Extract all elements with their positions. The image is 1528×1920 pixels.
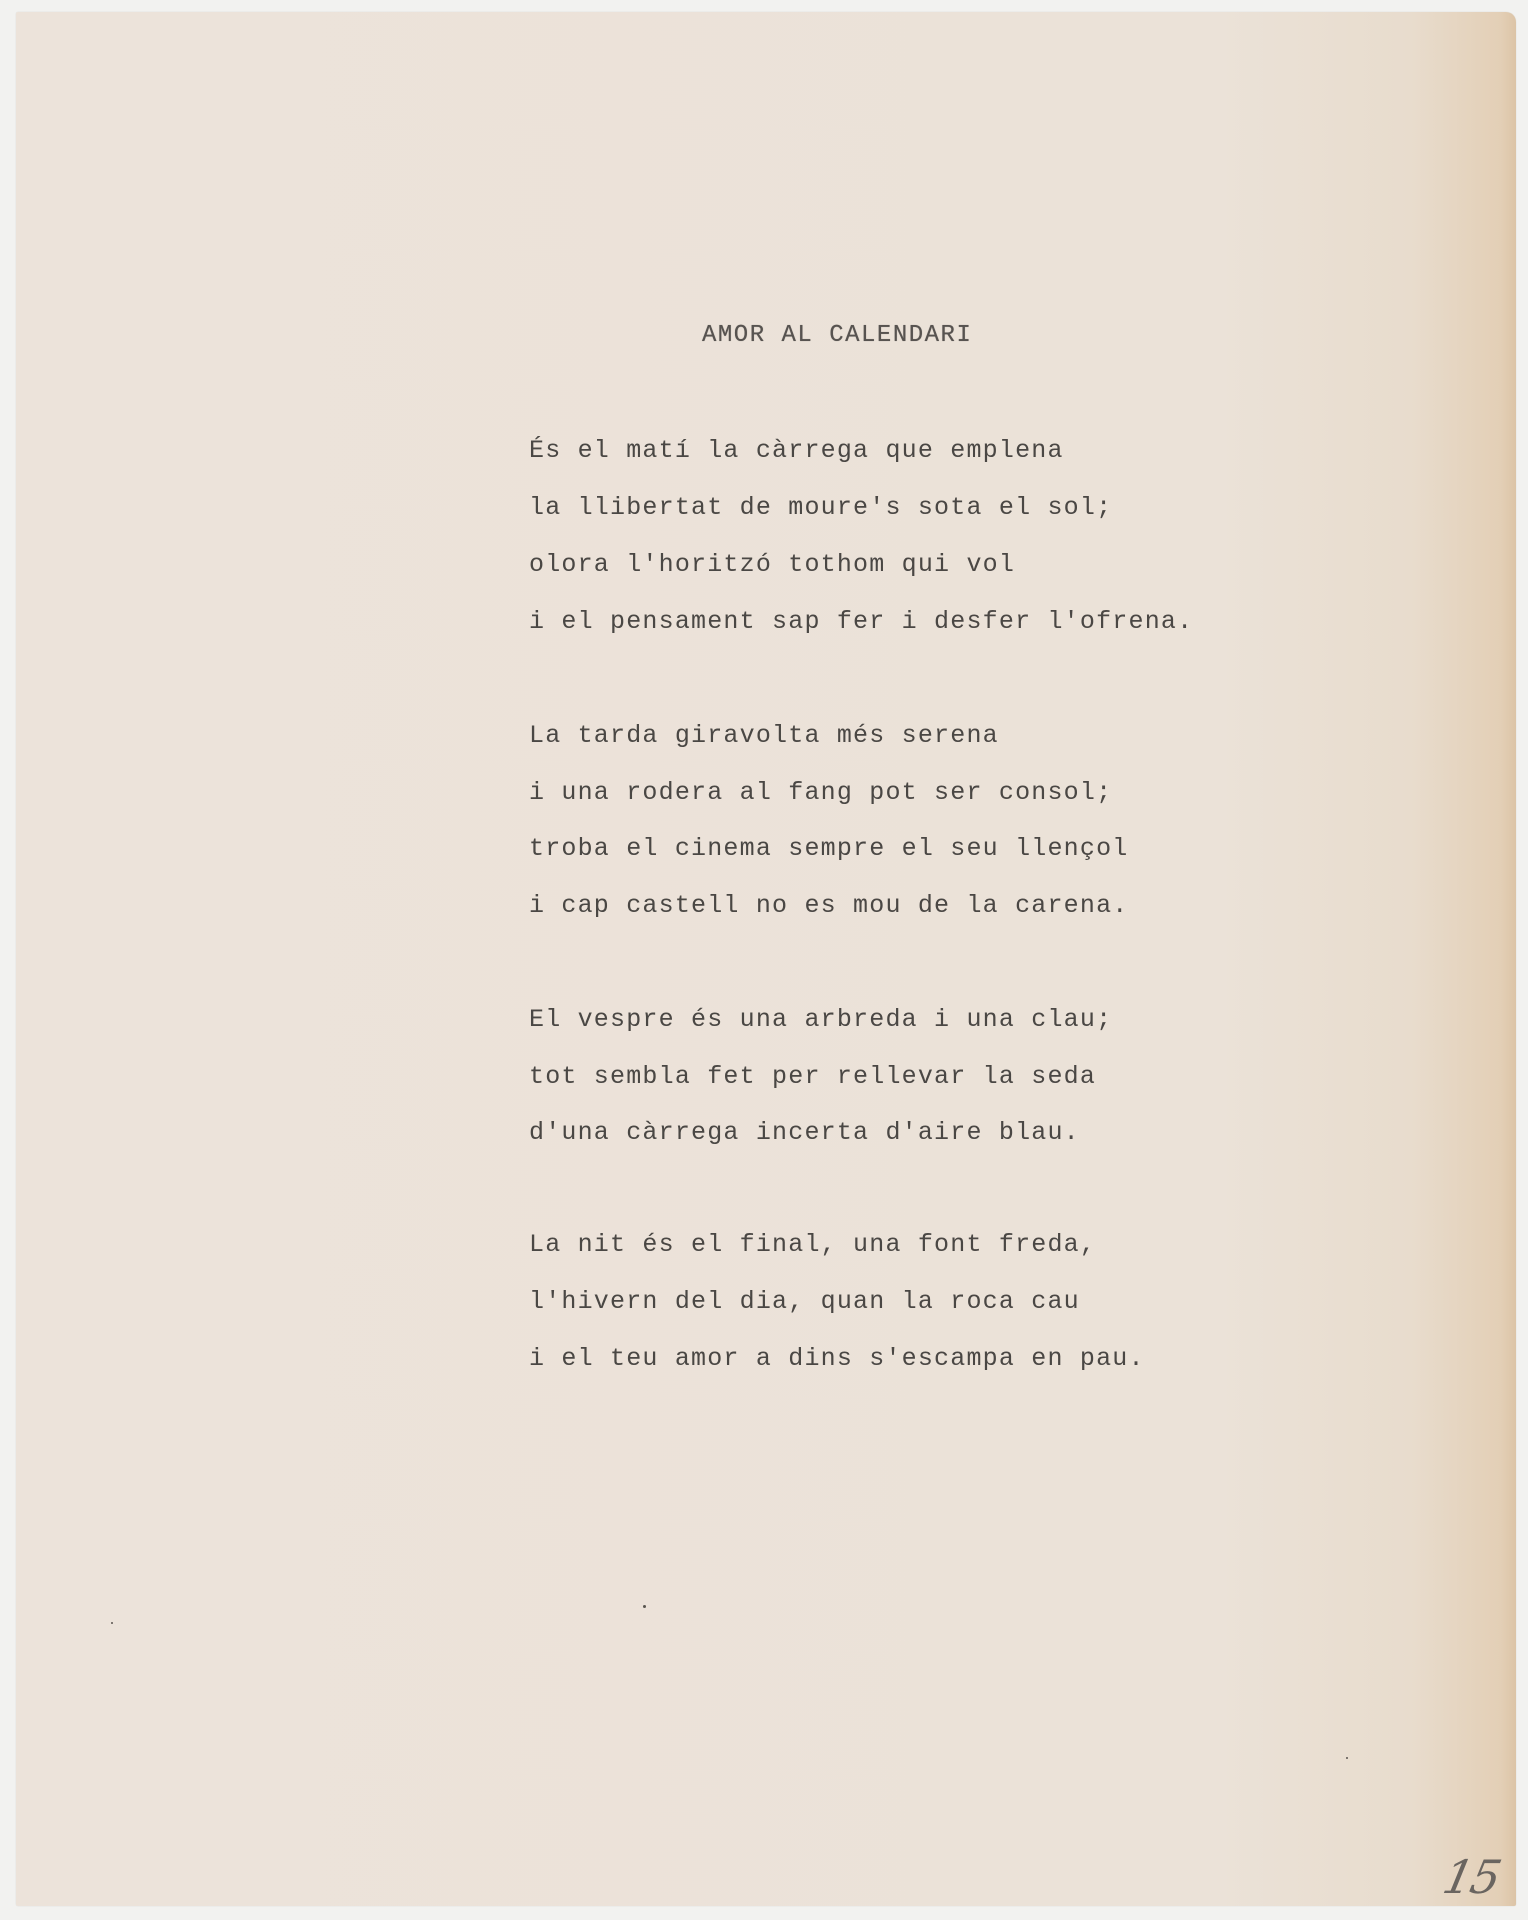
poem-line: i el teu amor a dins s'escampa en pau. — [529, 1344, 1145, 1373]
poem-line: l'hivern del dia, quan la roca cau — [529, 1287, 1080, 1316]
poem-line: i una rodera al fang pot ser consol; — [529, 778, 1113, 807]
poem-line: i cap castell no es mou de la carena. — [529, 891, 1129, 920]
poem-line: troba el cinema sempre el seu llençol — [529, 834, 1129, 863]
poem-title: AMOR AL CALENDARI — [702, 322, 973, 349]
typewritten-page — [16, 12, 1516, 1906]
poem-line: i el pensament sap fer i desfer l'ofrena. — [529, 607, 1194, 636]
poem-line: La tarda giravolta més serena — [529, 721, 999, 750]
handwritten-page-number: 15 — [1438, 1850, 1505, 1904]
paper-speck — [643, 1605, 646, 1608]
poem-line: És el matí la càrrega que emplena — [529, 436, 1064, 465]
poem-line: d'una càrrega incerta d'aire blau. — [529, 1118, 1080, 1147]
poem-line: El vespre és una arbreda i una clau; — [529, 1005, 1113, 1034]
poem-line: olora l'horitzó tothom qui vol — [529, 550, 1016, 579]
paper-speck — [111, 1622, 113, 1624]
paper-speck — [1346, 1757, 1348, 1759]
poem-line: tot sembla fet per rellevar la seda — [529, 1062, 1097, 1091]
poem-line: La nit és el final, una font freda, — [529, 1230, 1097, 1259]
poem-line: la llibertat de moure's sota el sol; — [529, 493, 1113, 522]
